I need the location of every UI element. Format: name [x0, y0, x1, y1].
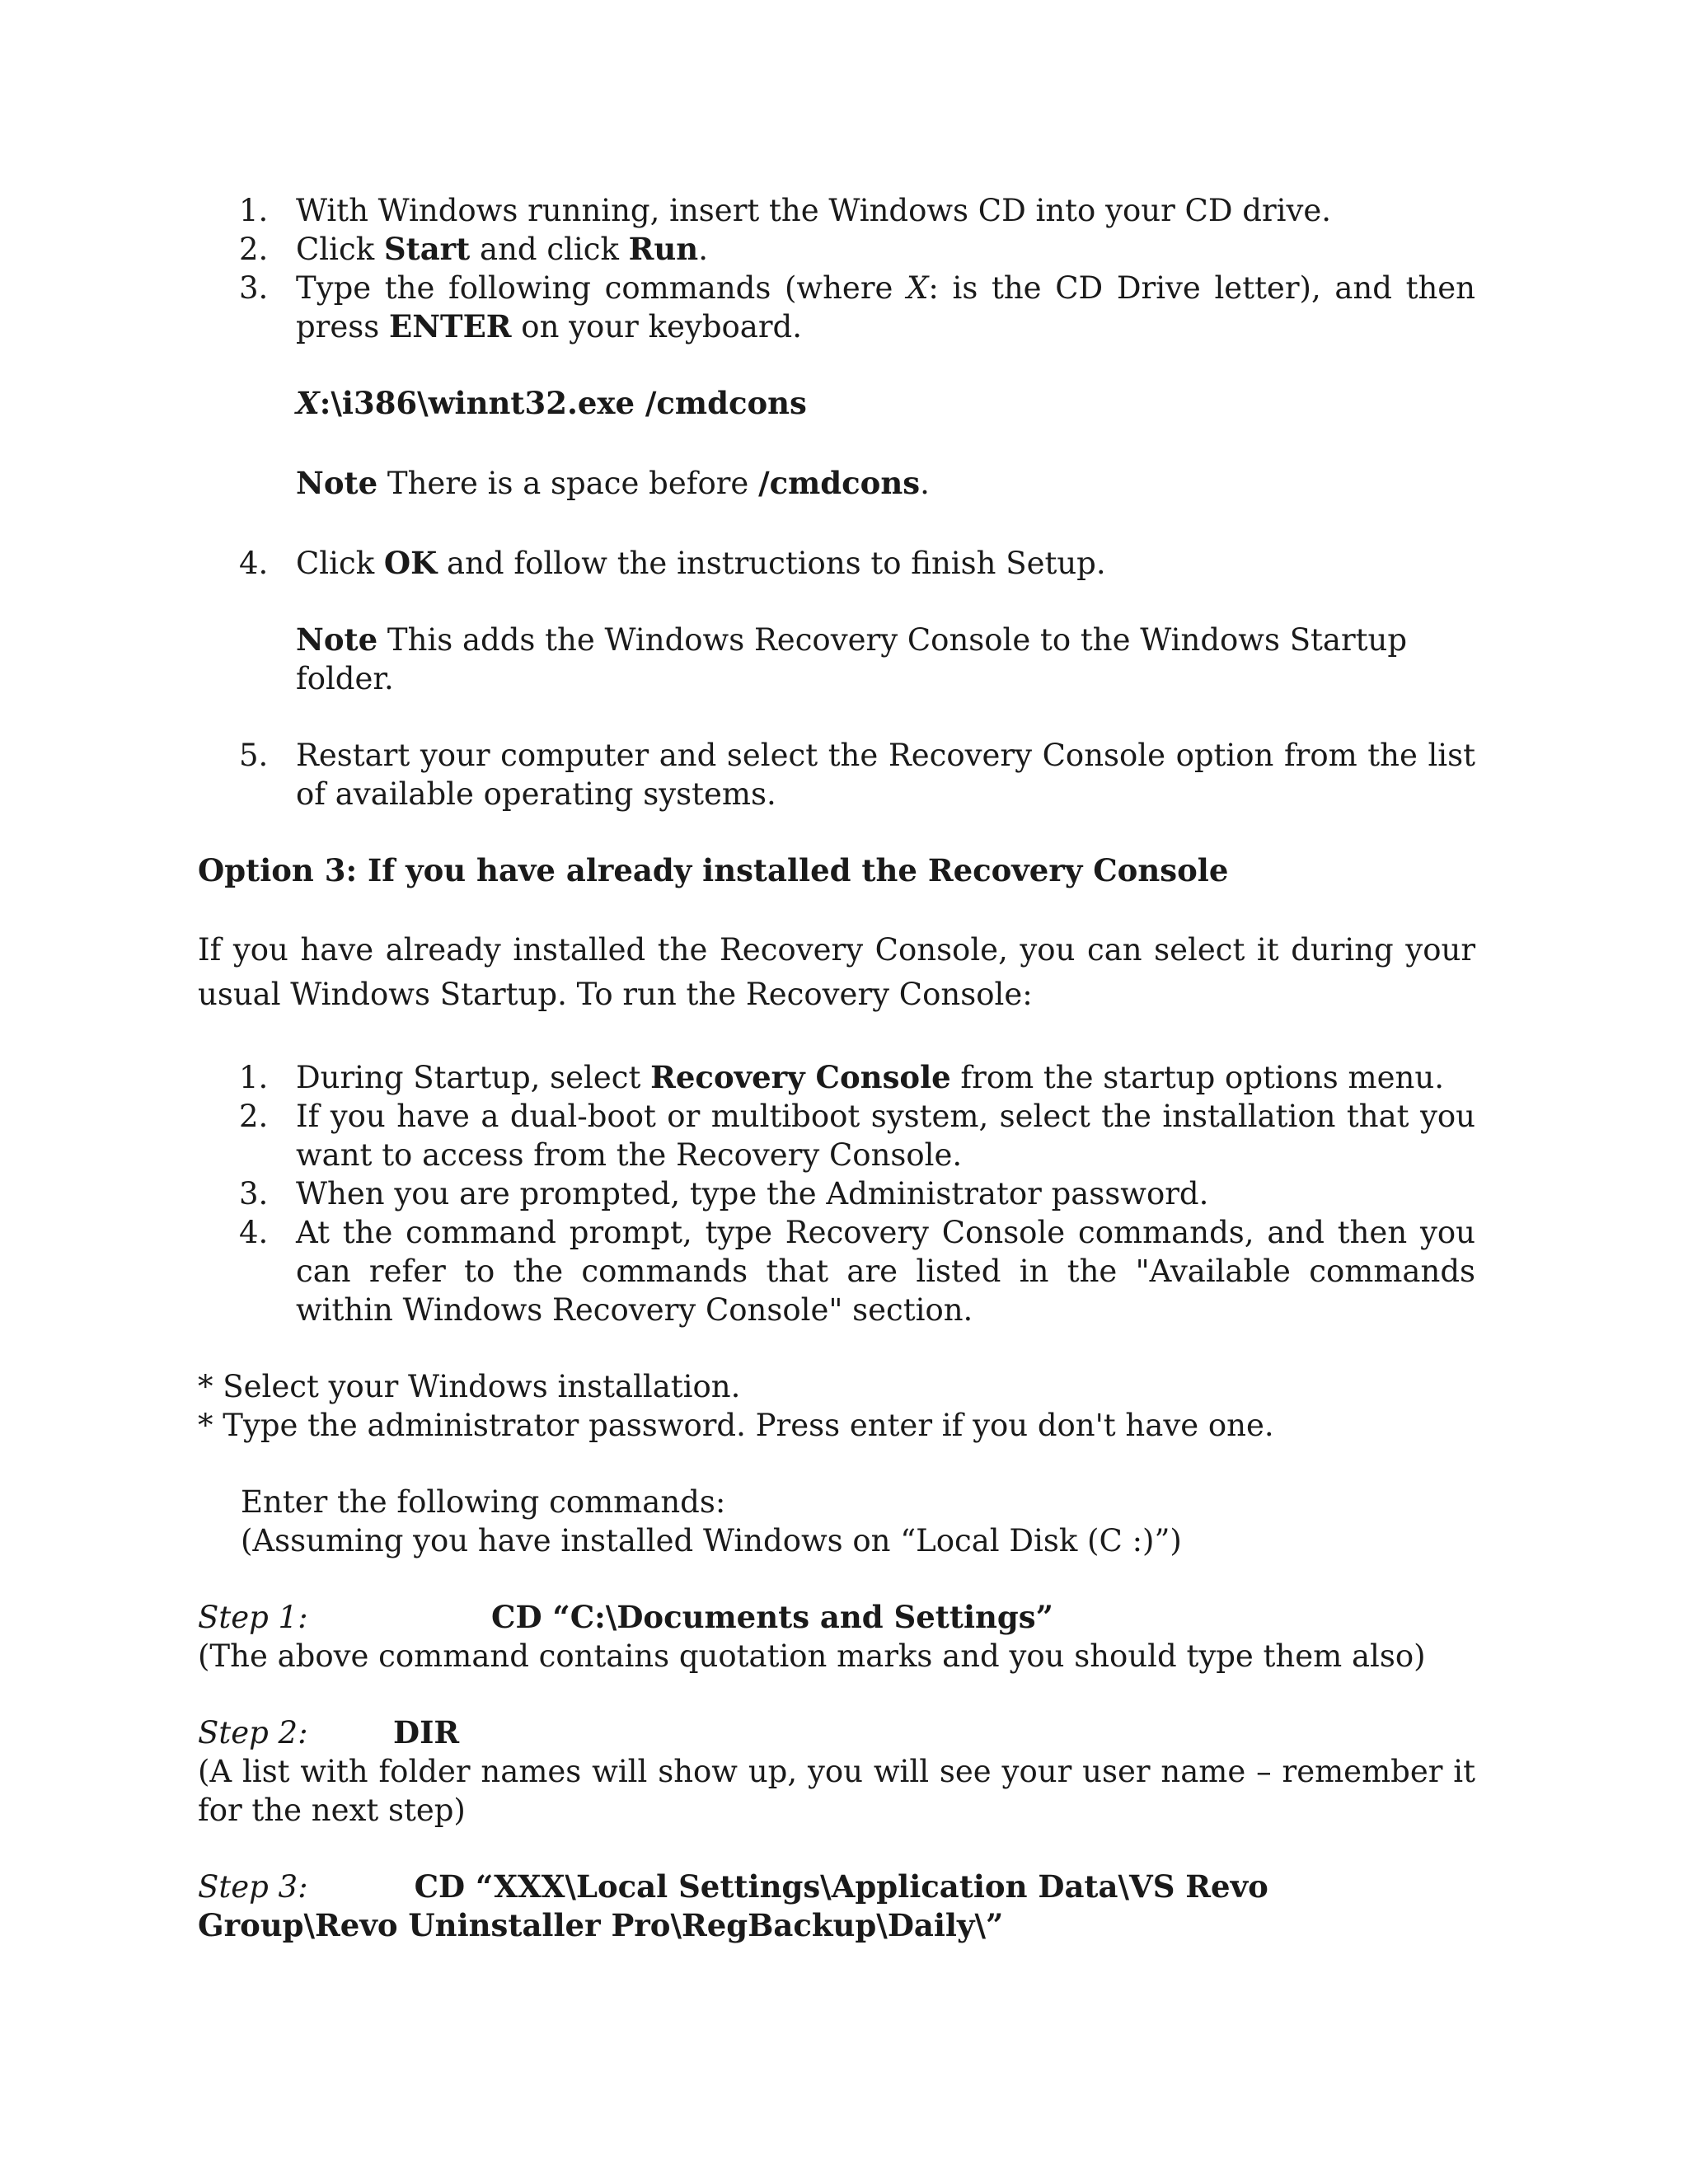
command-line: X:\i386\winnt32.exe /cmdcons	[296, 385, 807, 421]
enter-commands-text: Enter the following commands:	[241, 1484, 726, 1520]
list-item: 1. During Startup, select Recovery Console from the startup options menu.	[239, 1059, 1444, 1095]
step-2	[198, 1713, 1475, 1752]
step-command: DIR	[393, 1714, 460, 1750]
step-note: (The above command contains quotation marks and you should type them also)	[198, 1638, 1426, 1674]
assuming-text: (Assuming you have installed Windows on “Local Disk (C :)”)	[241, 1523, 1182, 1558]
rich-text: With Windows running, insert the Windows CD into your CD drive.	[296, 193, 1332, 228]
list-item: 3. Type the following commands (where X: is the CD Drive letter), and then press ENTER on your keyboard.	[239, 270, 1476, 344]
list-item: 2. If you have a dual-boot or multiboot system, select the installation that you want to access from the Recovery Console.	[239, 1099, 1475, 1173]
step-3	[198, 1868, 1475, 1945]
list-item: 1. With Windows running, insert the Windows CD into your CD drive.	[239, 193, 1332, 228]
document-page	[198, 191, 1475, 1945]
list-item: 3. When you are prompted, type the Administrator password.	[239, 1176, 1209, 1212]
step-label: Step 1:	[198, 1600, 308, 1635]
intro-paragraph: If you have already installed the Recovery Console, you can select it during your usual Windows Startup. To run the Recovery Console:	[198, 932, 1475, 1012]
section-heading: Option 3: If you have already installed the Recovery Console	[198, 852, 1229, 888]
list-item: 4. Click OK and follow the instructions to finish Setup.	[239, 545, 1106, 581]
list-item: 4. At the command prompt, type Recovery Console commands, and then you can refer to the commands that are listed in the "Available commands within Windows Recovery Console" section.	[239, 1215, 1475, 1328]
bullet-item: * Type the administrator password. Press enter if you don't have one.	[198, 1408, 1274, 1443]
rich-text: Click Start and click Run.	[296, 231, 708, 267]
step-command: CD “C:\Documents and Settings”	[491, 1599, 1053, 1635]
install-steps-list-cont	[198, 544, 1475, 583]
step-note: (A list with folder names will show up, you will see your user name – remember it for the next step)	[198, 1754, 1475, 1828]
run-steps-list	[198, 1058, 1475, 1329]
step-label: Step 3:	[198, 1869, 308, 1905]
step-command: CD “XXX\Local Settings\Application Data\VS Revo Group\Revo Uninstaller Pro\RegBackup\Daily\”	[198, 1868, 1268, 1943]
bullet-item: * Select your Windows installation.	[198, 1369, 741, 1404]
step-label: Step 2:	[198, 1715, 308, 1750]
install-steps-list-end	[198, 736, 1475, 813]
install-steps-list	[198, 191, 1475, 346]
step-1	[198, 1598, 1475, 1637]
rich-text: Type the following commands (where X: is the CD Drive letter), and then press ENTER on your keyboard.	[296, 270, 1476, 344]
note-cmdcons: Note There is a space before /cmdcons.	[296, 465, 930, 501]
note-startup-folder: Note This adds the Windows Recovery Console to the Windows Startup folder.	[296, 621, 1408, 696]
list-item: 2. Click Start and click Run.	[239, 231, 708, 267]
list-item: 5. Restart your computer and select the Recovery Console option from the list of available operating systems.	[239, 738, 1475, 812]
